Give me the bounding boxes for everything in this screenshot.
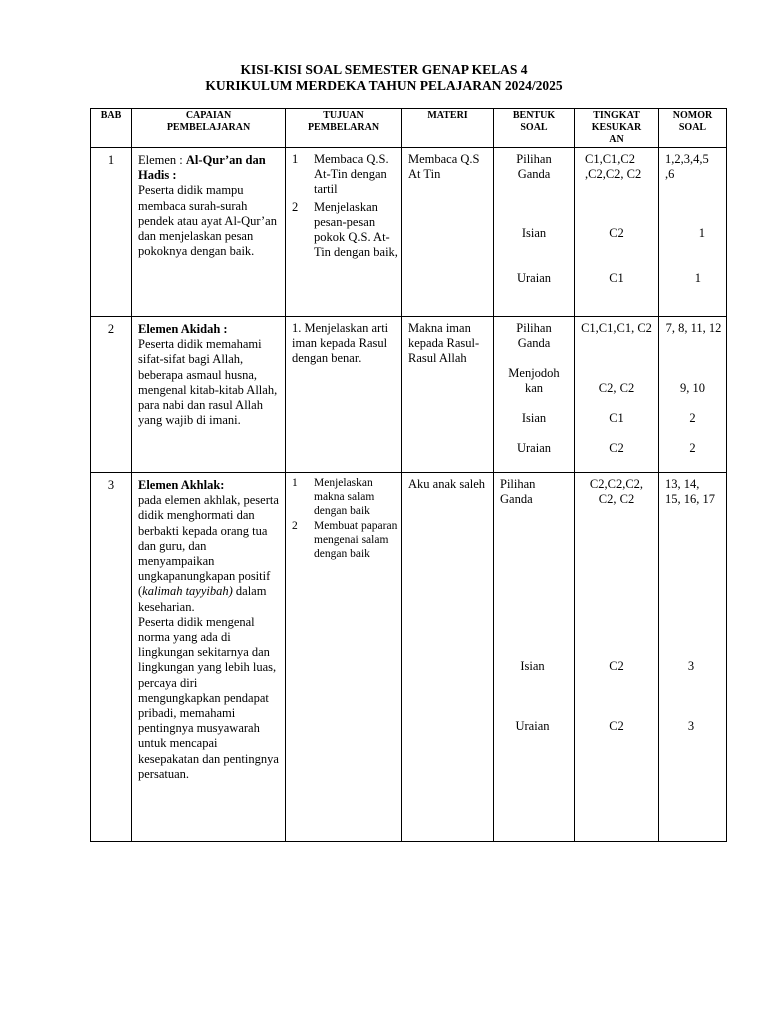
capaian-cell: Elemen Akidah : Peserta didik memahami sifat-sifat bagi Allah, beberapa asmaul husna, mengenal kitab-kitab Allah, para nabi dan rasul Allah yang wajib di imani.: [132, 317, 286, 473]
nomor-cell: 13, 14, 15, 16, 17 3 3: [659, 473, 727, 842]
header-capaian: CAPAIAN PEMBELAJARAN: [132, 109, 286, 148]
tujuan-cell: [286, 473, 402, 842]
header-tujuan: TUJUAN PEMBELARAN: [286, 109, 402, 148]
bab-cell: 3: [91, 473, 132, 842]
kisi-kisi-table: [90, 108, 727, 842]
nomor-cell: 7, 8, 11, 12 9, 10 2 2: [659, 317, 727, 473]
tingkat-cell: C1,C1,C2 ,C2,C2, C2 C2 C1: [575, 148, 659, 317]
tujuan-cell: [286, 148, 402, 317]
tingkat-cell: C1,C1,C1, C2 C2, C2 C1 C2: [575, 317, 659, 473]
tingkat-cell: C2,C2,C2, C2, C2 C2 C2: [575, 473, 659, 842]
materi-cell: Aku anak saleh: [402, 473, 494, 842]
capaian-cell: Elemen : Al-Qur’an dan Hadis : Peserta didik mampu membaca surah-surah pendek atau ayat Al-Qur’an dan menjelaskan pesan pokoknya dengan baik.: [132, 148, 286, 317]
header-nomor: NOMOR SOAL: [659, 109, 727, 148]
list-item: 1 Menjelaskan makna salam dengan baik: [292, 477, 375, 517]
materi-cell: Makna iman kepada Rasul-Rasul Allah: [402, 317, 494, 473]
table-row: [91, 148, 727, 317]
bab-cell: 1: [91, 148, 132, 317]
header-bab: BAB: [91, 109, 132, 148]
list-item: 2 Membuat paparan mengenai salam dengan baik: [292, 520, 398, 560]
list-item: 2 Menjelaskan pesan-pesan pokok Q.S. At- Tin dengan baik,: [292, 199, 398, 260]
table-header-row: [91, 109, 727, 148]
header-materi: MATERI: [402, 109, 494, 148]
bentuk-cell: Pilihan Ganda Isian Uraian: [494, 148, 575, 317]
document-title: KISI-KISI SOAL SEMESTER GENAP KELAS 4: [240, 62, 528, 77]
materi-cell: Membaca Q.S At Tin: [402, 148, 494, 317]
bentuk-cell: Pilihan Ganda Isian Uraian: [494, 473, 575, 842]
table-row: [91, 473, 727, 842]
bentuk-cell: Pilihan Ganda Menjodoh kan Isian Uraian: [494, 317, 575, 473]
header-bentuk: BENTUK SOAL: [494, 109, 575, 148]
capaian-cell: Elemen Akhlak: pada elemen akhlak, peserta didik menghormati dan berbakti kepada orang tua dan guru, dan menyampaikan ungkapanungkapan positif (kalimah tayyibah) dalam keseharian. Peserta didik mengenal norma yang ada di lingkungan sekitarnya dan lingkungan yang lebih luas, percaya diri mengungkapkan pendapat pribadi, memahami pentingnya musyawarah untuk mencapai kesepakatan dan pentingnya persatuan.: [132, 473, 286, 842]
header-tingkat: TINGKAT KESUKAR AN: [575, 109, 659, 148]
table-row: [91, 317, 727, 473]
nomor-cell: 1,2,3,4,5 ,6 1 1: [659, 148, 727, 317]
tujuan-cell: 1. Menjelaskan arti iman kepada Rasul dengan benar.: [286, 317, 402, 473]
list-item: 1 Membaca Q.S. At-Tin dengan tartil: [292, 152, 389, 197]
document-subtitle: KURIKULUM MERDEKA TAHUN PELAJARAN 2024/2025: [205, 78, 563, 93]
bab-cell: 2: [91, 317, 132, 473]
